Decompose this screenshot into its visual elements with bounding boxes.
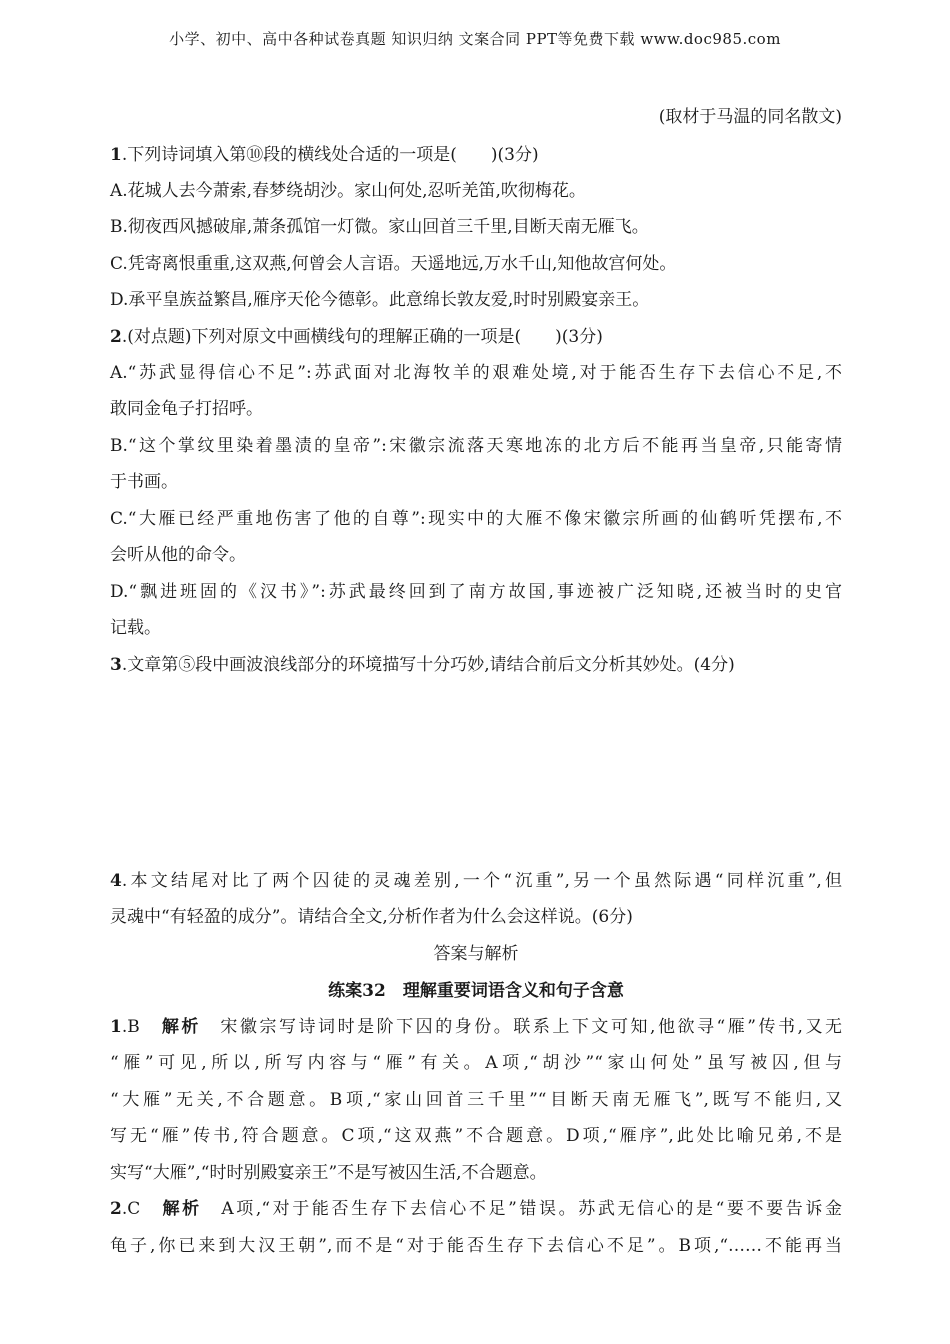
analysis-label: 解析 [161, 1017, 201, 1037]
question-2-option-c-line-2: 会听从他的命令。 [110, 545, 246, 565]
question-4-line-1 [110, 870, 842, 892]
question-number: 4 [110, 871, 122, 891]
question-2-option-a-line-2: 敢同金龟子打招呼。 [110, 399, 263, 419]
answer-1-line-4: 写无“雁”传书,符合题意。C项,“这双燕”不合题意。D项,“雁序”,此处比喻兄弟,不是 [110, 1126, 842, 1146]
question-1-option-d: D.承平皇族益繁昌,雁序天伦今德彰。此意绵长敦友爱,时时别殿宴亲王。 [110, 290, 650, 310]
question-1-option-b: B.彻夜西风撼破扉,萧条孤馆一灯微。家山回首三千里,目断天南无雁飞。 [110, 217, 649, 237]
question-3-stem [110, 654, 735, 676]
question-text: .(对点题)下列对原文中画横线句的理解正确的一项是( )(3分) [121, 327, 603, 347]
answer-number: 2 [110, 1199, 122, 1219]
answers-heading: 答案与解析 [433, 944, 519, 964]
question-1-option-c: C.凭寄离恨重重,这双燕,何曾会人言语。天遥地远,万水千山,知他故宫何处。 [110, 254, 677, 274]
question-number: 1 [110, 145, 122, 165]
question-2-option-b-line-2: 于书画。 [110, 472, 178, 492]
answers-subheading: 练案32 理解重要词语含义和句子含意 [328, 981, 624, 1001]
answer-number: 1 [110, 1017, 122, 1037]
header-text: 小学、初中、高中各种试卷真题 知识归纳 文案合同 PPT等免费下载 www.doc985.com [169, 30, 781, 48]
question-1-option-a: A.花城人去今萧索,春梦绕胡沙。家山何处,忍听羌笛,吹彻梅花。 [110, 181, 586, 201]
question-number: 3 [110, 655, 122, 675]
page-header [0, 28, 950, 49]
answer-1-line-3: “大雁”无关,不合题意。B项,“家山回首三千里”“目断天南无雁飞”,既写不能归,又 [110, 1090, 842, 1110]
question-2-option-d-line-1: D.“飘进班固的《汉书》”:苏武最终回到了南方故国,事迹被广泛知晓,还被当时的史官 [110, 582, 842, 602]
answer-choice: .C [121, 1199, 141, 1219]
answer-1-line-2: “雁”可见,所以,所写内容与“雁”有关。A项,“胡沙”“家山何处”虽写被囚,但与 [110, 1053, 842, 1073]
question-4-line-2: 灵魂中“有轻盈的成分”。请结合全文,分析作者为什么会这样说。(6分) [110, 907, 633, 927]
answer-2-line-2: 龟子,你已来到大汉王朝”,而不是“对于能否生存下去信心不足”。B项,“……不能再当 [110, 1236, 842, 1256]
question-1-stem [110, 144, 539, 166]
question-2-option-c-line-1: C.“大雁已经严重地伤害了他的自尊”:现实中的大雁不像宋徽宗所画的仙鹤听凭摆布,不 [110, 509, 842, 529]
analysis-label: 解析 [162, 1199, 202, 1219]
analysis-text: A项,“对于能否生存下去信心不足”错误。苏武无信心的是“要不要告诉金 [221, 1199, 843, 1219]
question-2-option-d-line-2: 记载。 [110, 618, 161, 638]
answer-choice: .B [121, 1017, 140, 1037]
question-text: .文章第⑤段中画波浪线部分的环境描写十分巧妙,请结合前后文分析其妙处。(4分) [121, 655, 735, 675]
question-2-option-b-line-1: B.“这个掌纹里染着墨渍的皇帝”:宋徽宗流落天寒地冻的北方后不能再当皇帝,只能寄情 [110, 436, 842, 456]
source-note: (取材于马温的同名散文) [658, 107, 842, 127]
answer-1-line-5: 实写“大雁”,“时时别殿宴亲王”不是写被囚生活,不合题意。 [110, 1163, 547, 1183]
question-text: .本文结尾对比了两个囚徒的灵魂差别,一个“沉重”,另一个虽然际遇“同样沉重”,但 [121, 871, 842, 891]
question-2-option-a-line-1: A.“苏武显得信心不足”:苏武面对北海牧羊的艰难处境,对于能否生存下去信心不足,不 [110, 363, 842, 383]
question-number: 2 [110, 327, 122, 347]
answer-1-line-1 [110, 1016, 842, 1038]
question-text: .下列诗词填入第⑩段的横线处合适的一项是( )(3分) [121, 145, 539, 165]
question-2-stem [110, 326, 603, 348]
analysis-text: 宋徽宗写诗词时是阶下囚的身份。联系上下文可知,他欲寻“雁”传书,又无 [220, 1017, 843, 1037]
answer-2-line-1 [110, 1198, 842, 1220]
